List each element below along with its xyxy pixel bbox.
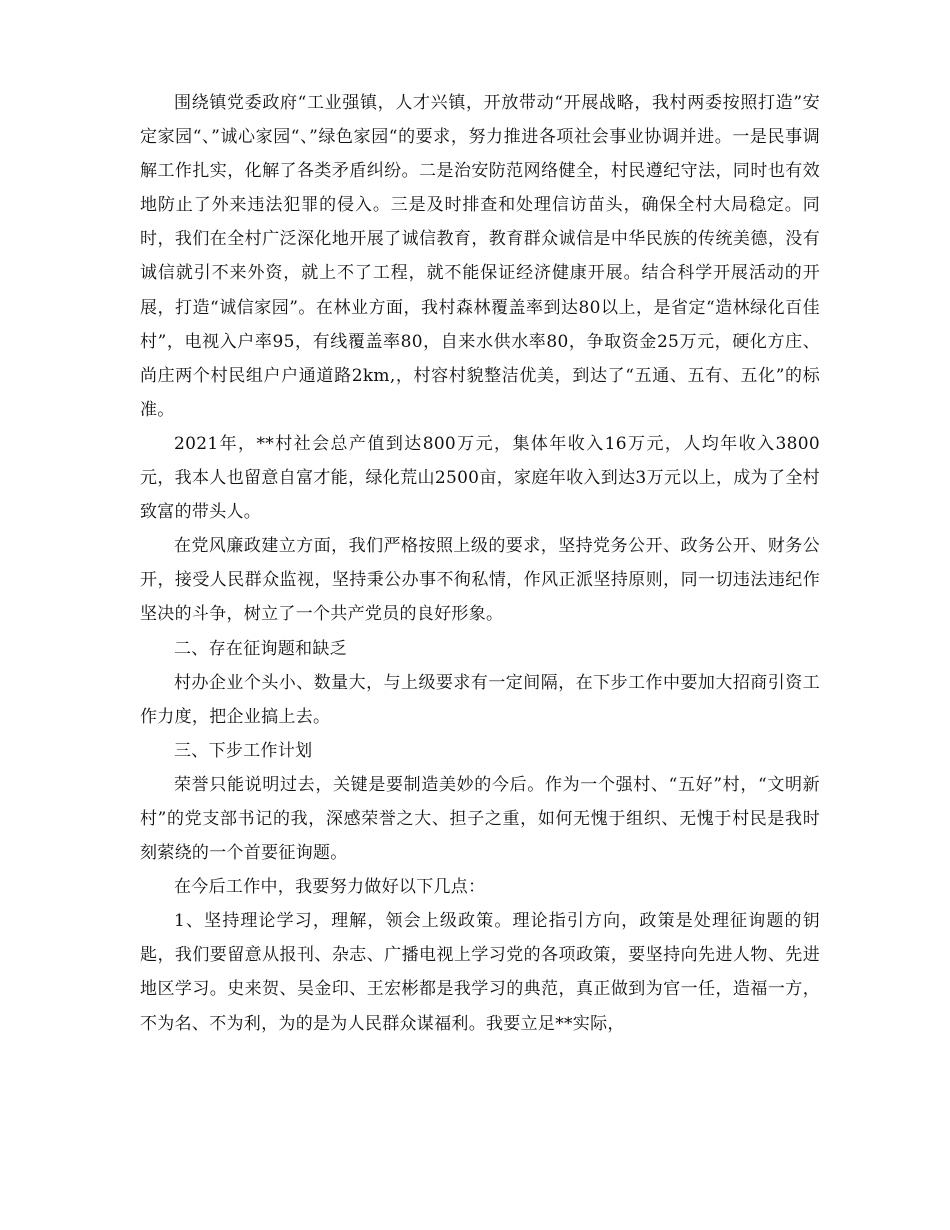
document-body bbox=[140, 86, 820, 1041]
section-heading-problems: 二、存在征询题和缺乏 bbox=[174, 638, 347, 659]
paragraph-honor: 荣誉只能说明过去，关键是要制造美妙的今后。作为一个强村、“五好”村，“文明新村”的党支部书记的我，深感荣誉之大、担子之重，如何无愧于组织、无愧于村民是我时刻萦绕的一个首要征询题。 bbox=[140, 774, 820, 864]
section-heading-next-plan: 三、下步工作计划 bbox=[174, 740, 313, 761]
paragraph-point-1: 1、坚持理论学习，理解，领会上级政策。理论指引方向，政策是处理征询题的钥匙，我们要留意从报刊、杂志、广播电视上学习党的各项政策，要坚持向先进人物、先进地区学习。史来贺、吴金印、王宏彬都是我学习的典范，真正做到为官一任，造福一方，不为名、不为利，为的是为人民群众谋福利。我要立足**实际， bbox=[140, 911, 820, 1034]
paragraph-future-work-intro: 在今后工作中，我要努力做好以下几点： bbox=[174, 877, 486, 898]
paragraph-problems: 村办企业个头小、数量大，与上级要求有一定间隔，在下步工作中要加大招商引资工作力度，把企业搞上去。 bbox=[140, 672, 820, 727]
paragraph-clean-government: 在党风廉政建立方面，我们严格按照上级的要求，坚持党务公开、政务公开、财务公开，接受人民群众监视，坚持秉公办事不徇私情，作风正派坚持原则，同一切违法违纪作坚决的斗争，树立了一个共产党员的良好形象。 bbox=[140, 536, 820, 625]
paragraph-2021-results: 2021年，**村社会总产值到达800万元，集体年收入16万元，人均年收入3800元，我本人也留意自富才能，绿化荒山2500亩，家庭年收入到达3万元以上，成为了全村致富的带头人。 bbox=[140, 433, 820, 523]
paragraph-intro: 围绕镇党委政府“工业强镇，人才兴镇，开放带动“开展战略，我村两委按照打造”安定家园“、”诚心家园“、”绿色家园“的要求，努力推进各项社会事业协调并进。一是民事调解工作扎实，化解了各类矛盾纠纷。二是治安防范网络健全，村民遵纪守法，同时也有效地防止了外来违法犯罪的侵入。三是及时排查和处理信访苗头，确保全村大局稳定。同时，我们在全村广泛深化地开展了诚信教育，教育群众诚信是中华民族的传统美德，没有诚信就引不来外资，就上不了工程，就不能保证经济健康开展。结合科学开展活动的开展，打造“诚信家园”。在林业方面，我村森林覆盖率到达80以上，是省定“造林绿化百佳村”，电视入户率95，有线覆盖率80，自来水供水率80，争取资金25万元，硬化方庄、尚庄两个村民组户户通道路2km,，村容村貌整洁优美，到达了“五通、五有、五化”的标准。 bbox=[140, 93, 820, 420]
